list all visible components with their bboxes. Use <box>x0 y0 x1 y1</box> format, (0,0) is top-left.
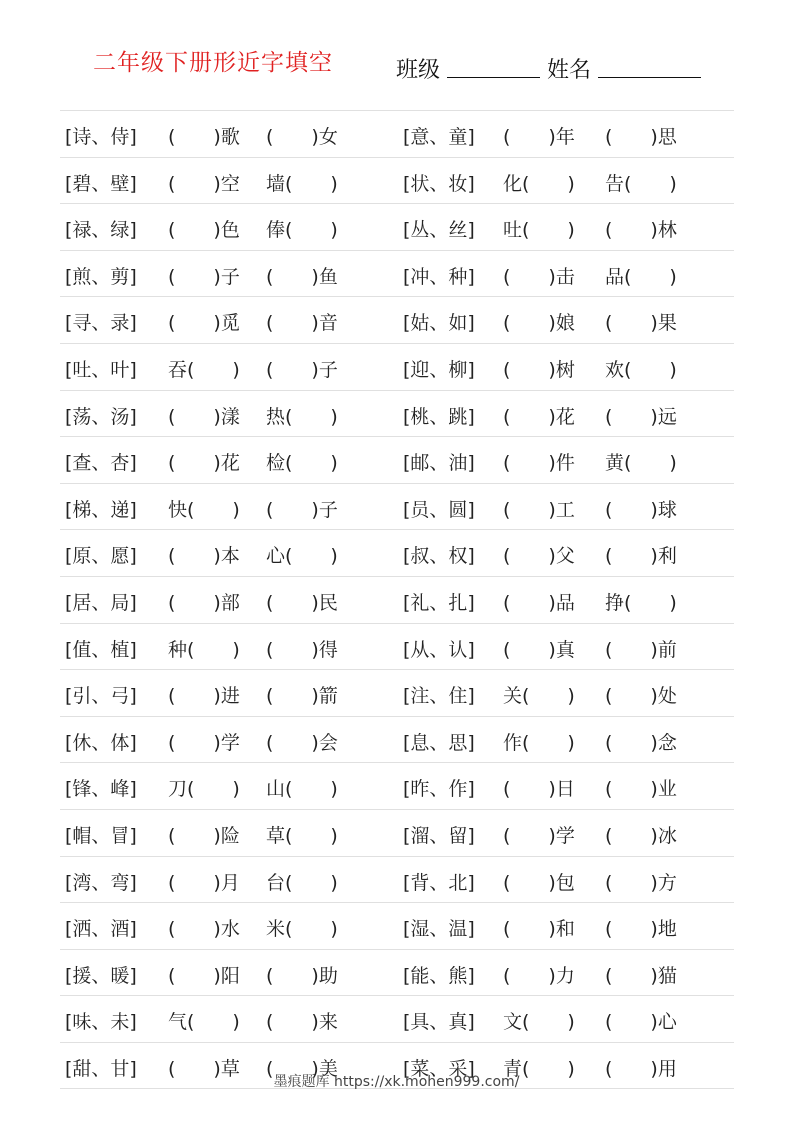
name-blank-line <box>598 77 701 78</box>
left-word-blank[interactable]: 草( ) <box>266 824 338 847</box>
left-char-pair: [荡、汤] <box>65 405 137 428</box>
left-word-blank[interactable]: 心( ) <box>266 545 338 568</box>
exercise-row <box>60 903 734 950</box>
exercise-row <box>60 996 734 1043</box>
left-word-blank[interactable]: ( )水 <box>168 918 240 941</box>
left-char-pair: [引、弓] <box>65 685 137 708</box>
left-char-pair: [湾、弯] <box>65 871 137 894</box>
left-char-pair: [查、杏] <box>65 452 137 475</box>
left-word-blank[interactable]: 米( ) <box>266 918 338 941</box>
right-char-pair: [冲、种] <box>403 265 475 288</box>
right-char-pair: [桃、跳] <box>403 405 475 428</box>
exercise-row <box>60 950 734 997</box>
right-word-blank[interactable]: ( )思 <box>605 126 677 148</box>
right-char-pair: [从、认] <box>403 638 475 661</box>
right-word-blank[interactable]: ( )和 <box>503 918 575 941</box>
left-word-blank[interactable]: ( )女 <box>266 126 338 148</box>
left-char-pair: [锋、峰] <box>65 778 137 801</box>
left-word-blank[interactable]: ( )子 <box>266 498 338 521</box>
left-word-blank[interactable]: 刀( ) <box>168 778 240 801</box>
exercise-row <box>60 624 734 671</box>
left-word-blank[interactable]: ( )音 <box>266 312 338 335</box>
left-word-blank[interactable]: 气( ) <box>168 1011 240 1034</box>
left-word-blank[interactable]: ( )鱼 <box>266 265 338 288</box>
right-word-blank[interactable]: ( )猫 <box>605 964 677 987</box>
left-char-pair: [梯、递] <box>65 498 137 521</box>
right-char-pair: [礼、扎] <box>403 591 475 614</box>
right-word-blank[interactable]: ( )果 <box>605 312 677 335</box>
right-char-pair: [姑、如] <box>403 312 475 335</box>
right-word-blank[interactable]: ( )日 <box>503 778 575 801</box>
right-char-pair: [能、熊] <box>403 964 475 987</box>
exercise-row <box>60 577 734 624</box>
right-char-pair: [意、童] <box>403 126 475 148</box>
right-word-blank[interactable]: 欢( ) <box>605 358 677 381</box>
right-word-blank[interactable]: ( )件 <box>503 452 575 475</box>
right-char-pair: [注、住] <box>403 685 475 708</box>
right-char-pair: [叔、权] <box>403 545 475 568</box>
left-word-blank[interactable]: ( )学 <box>168 731 240 754</box>
class-blank-line <box>447 77 540 78</box>
right-char-pair: [具、真] <box>403 1011 475 1034</box>
footer-source: 墨痕题库 https://xk.mohen999.com/ <box>273 1074 520 1090</box>
left-char-pair: [洒、酒] <box>65 918 137 941</box>
left-word-blank[interactable]: ( )月 <box>168 871 240 894</box>
right-word-blank[interactable]: 化( ) <box>503 172 575 195</box>
exercise-row <box>60 810 734 857</box>
right-word-blank[interactable]: ( )树 <box>503 358 575 381</box>
right-char-pair: [昨、作] <box>403 778 475 801</box>
left-word-blank[interactable]: 俸( ) <box>266 219 338 242</box>
right-word-blank[interactable]: ( )方 <box>605 871 677 894</box>
left-char-pair: [值、植] <box>65 638 137 661</box>
right-char-pair: [邮、油] <box>403 452 475 475</box>
exercise-row <box>60 717 734 764</box>
left-char-pair: [休、体] <box>65 731 137 754</box>
right-word-blank[interactable]: 告( ) <box>605 172 677 195</box>
left-word-blank[interactable]: ( )色 <box>168 219 240 242</box>
right-word-blank[interactable]: 挣( ) <box>605 591 677 614</box>
left-word-blank[interactable]: ( )歌 <box>168 126 240 148</box>
exercise-row <box>60 391 734 438</box>
right-word-blank[interactable]: 关( ) <box>503 685 575 708</box>
right-word-blank[interactable]: 文( ) <box>503 1011 575 1034</box>
right-word-blank[interactable]: ( )林 <box>605 219 677 242</box>
left-char-pair: [帽、冒] <box>65 824 137 847</box>
left-word-blank[interactable]: ( )本 <box>168 545 240 568</box>
left-word-blank[interactable]: ( )箭 <box>266 685 338 708</box>
left-word-blank[interactable]: 吞( ) <box>168 358 240 381</box>
left-word-blank[interactable]: ( )助 <box>266 964 338 987</box>
left-word-blank[interactable]: ( )子 <box>266 358 338 381</box>
exercise-row <box>60 484 734 531</box>
right-word-blank[interactable]: ( )冰 <box>605 824 677 847</box>
right-word-blank[interactable]: 作( ) <box>503 731 575 754</box>
worksheet-title: 二年级下册形近字填空 <box>93 50 333 76</box>
name-label: 姓名 <box>547 58 592 83</box>
right-word-blank[interactable]: 吐( ) <box>503 219 575 242</box>
left-word-blank[interactable]: 台( ) <box>266 871 338 894</box>
right-word-blank[interactable]: ( )父 <box>503 545 575 568</box>
left-word-blank[interactable]: 山( ) <box>266 778 338 801</box>
exercise-row <box>60 111 734 158</box>
left-word-blank[interactable]: ( )美 <box>266 1057 338 1080</box>
right-word-blank[interactable]: ( )业 <box>605 778 677 801</box>
exercise-row <box>60 437 734 484</box>
exercise-row <box>60 158 734 205</box>
left-char-pair: [居、局] <box>65 591 137 614</box>
exercise-table <box>60 110 734 1089</box>
right-word-blank[interactable]: ( )远 <box>605 405 677 428</box>
right-char-pair: [息、思] <box>403 731 475 754</box>
right-word-blank[interactable]: ( )娘 <box>503 312 575 335</box>
right-word-blank[interactable]: ( )学 <box>503 824 575 847</box>
left-word-blank[interactable]: ( )漾 <box>168 405 240 428</box>
left-word-blank[interactable]: 检( ) <box>266 452 338 475</box>
left-char-pair: [碧、壁] <box>65 172 137 195</box>
left-word-blank[interactable]: 种( ) <box>168 638 240 661</box>
right-word-blank[interactable]: ( )工 <box>503 498 575 521</box>
right-word-blank[interactable]: ( )包 <box>503 871 575 894</box>
left-word-blank[interactable]: ( )子 <box>168 265 240 288</box>
left-char-pair: [味、未] <box>65 1011 137 1034</box>
left-word-blank[interactable]: ( )得 <box>266 638 338 661</box>
right-char-pair: [湿、温] <box>403 918 475 941</box>
right-word-blank[interactable]: ( )球 <box>605 498 677 521</box>
right-char-pair: [溜、留] <box>403 824 475 847</box>
left-word-blank[interactable]: ( )花 <box>168 452 240 475</box>
exercise-row <box>60 344 734 391</box>
right-word-blank[interactable]: ( )利 <box>605 545 677 568</box>
exercise-row <box>60 251 734 298</box>
right-char-pair: [菜、采] <box>403 1057 475 1080</box>
left-word-blank[interactable]: 热( ) <box>266 405 338 428</box>
left-word-blank[interactable]: ( )阳 <box>168 964 240 987</box>
left-word-blank[interactable]: ( )部 <box>168 591 240 614</box>
left-word-blank[interactable]: ( )草 <box>168 1057 240 1080</box>
left-char-pair: [援、暖] <box>65 964 137 987</box>
left-char-pair: [煎、剪] <box>65 265 137 288</box>
right-word-blank[interactable]: ( )品 <box>503 591 575 614</box>
right-word-blank[interactable]: ( )用 <box>605 1057 677 1080</box>
left-char-pair: [寻、录] <box>65 312 137 335</box>
left-char-pair: [吐、叶] <box>65 358 137 381</box>
right-word-blank[interactable]: ( )花 <box>503 405 575 428</box>
left-word-blank[interactable]: ( )来 <box>266 1011 338 1034</box>
right-char-pair: [丛、丝] <box>403 219 475 242</box>
right-word-blank[interactable]: ( )心 <box>605 1011 677 1034</box>
right-word-blank[interactable]: ( )力 <box>503 964 575 987</box>
left-char-pair: [禄、绿] <box>65 219 137 242</box>
exercise-row <box>60 204 734 251</box>
left-word-blank[interactable]: ( )险 <box>168 824 240 847</box>
left-char-pair: [诗、侍] <box>65 126 137 148</box>
exercise-row <box>60 857 734 904</box>
exercise-row <box>60 763 734 810</box>
right-char-pair: [迎、柳] <box>403 358 475 381</box>
left-word-blank[interactable]: 墙( ) <box>266 172 338 195</box>
right-word-blank[interactable]: ( )前 <box>605 638 677 661</box>
left-word-blank[interactable]: ( )会 <box>266 731 338 754</box>
exercise-row <box>60 670 734 717</box>
left-word-blank[interactable]: ( )觅 <box>168 312 240 335</box>
right-word-blank[interactable]: ( )地 <box>605 918 677 941</box>
right-word-blank[interactable]: ( )真 <box>503 638 575 661</box>
right-char-pair: [状、妆] <box>403 172 475 195</box>
right-char-pair: [背、北] <box>403 871 475 894</box>
exercise-row <box>60 297 734 344</box>
right-word-blank[interactable]: ( )处 <box>605 685 677 708</box>
left-word-blank[interactable]: ( )空 <box>168 172 240 195</box>
right-word-blank[interactable]: ( )击 <box>503 265 575 288</box>
left-char-pair: [原、愿] <box>65 545 137 568</box>
class-label: 班级 <box>396 58 441 83</box>
exercise-row <box>60 530 734 577</box>
left-char-pair: [甜、甘] <box>65 1057 137 1080</box>
right-word-blank[interactable]: ( )年 <box>503 126 575 148</box>
right-word-blank[interactable]: ( )念 <box>605 731 677 754</box>
left-word-blank[interactable]: ( )进 <box>168 685 240 708</box>
right-word-blank[interactable]: 青( ) <box>503 1057 575 1080</box>
right-char-pair: [员、圆] <box>403 498 475 521</box>
right-word-blank[interactable]: 黄( ) <box>605 452 677 475</box>
right-word-blank[interactable]: 品( ) <box>605 265 677 288</box>
left-word-blank[interactable]: 快( ) <box>168 498 240 521</box>
left-word-blank[interactable]: ( )民 <box>266 591 338 614</box>
